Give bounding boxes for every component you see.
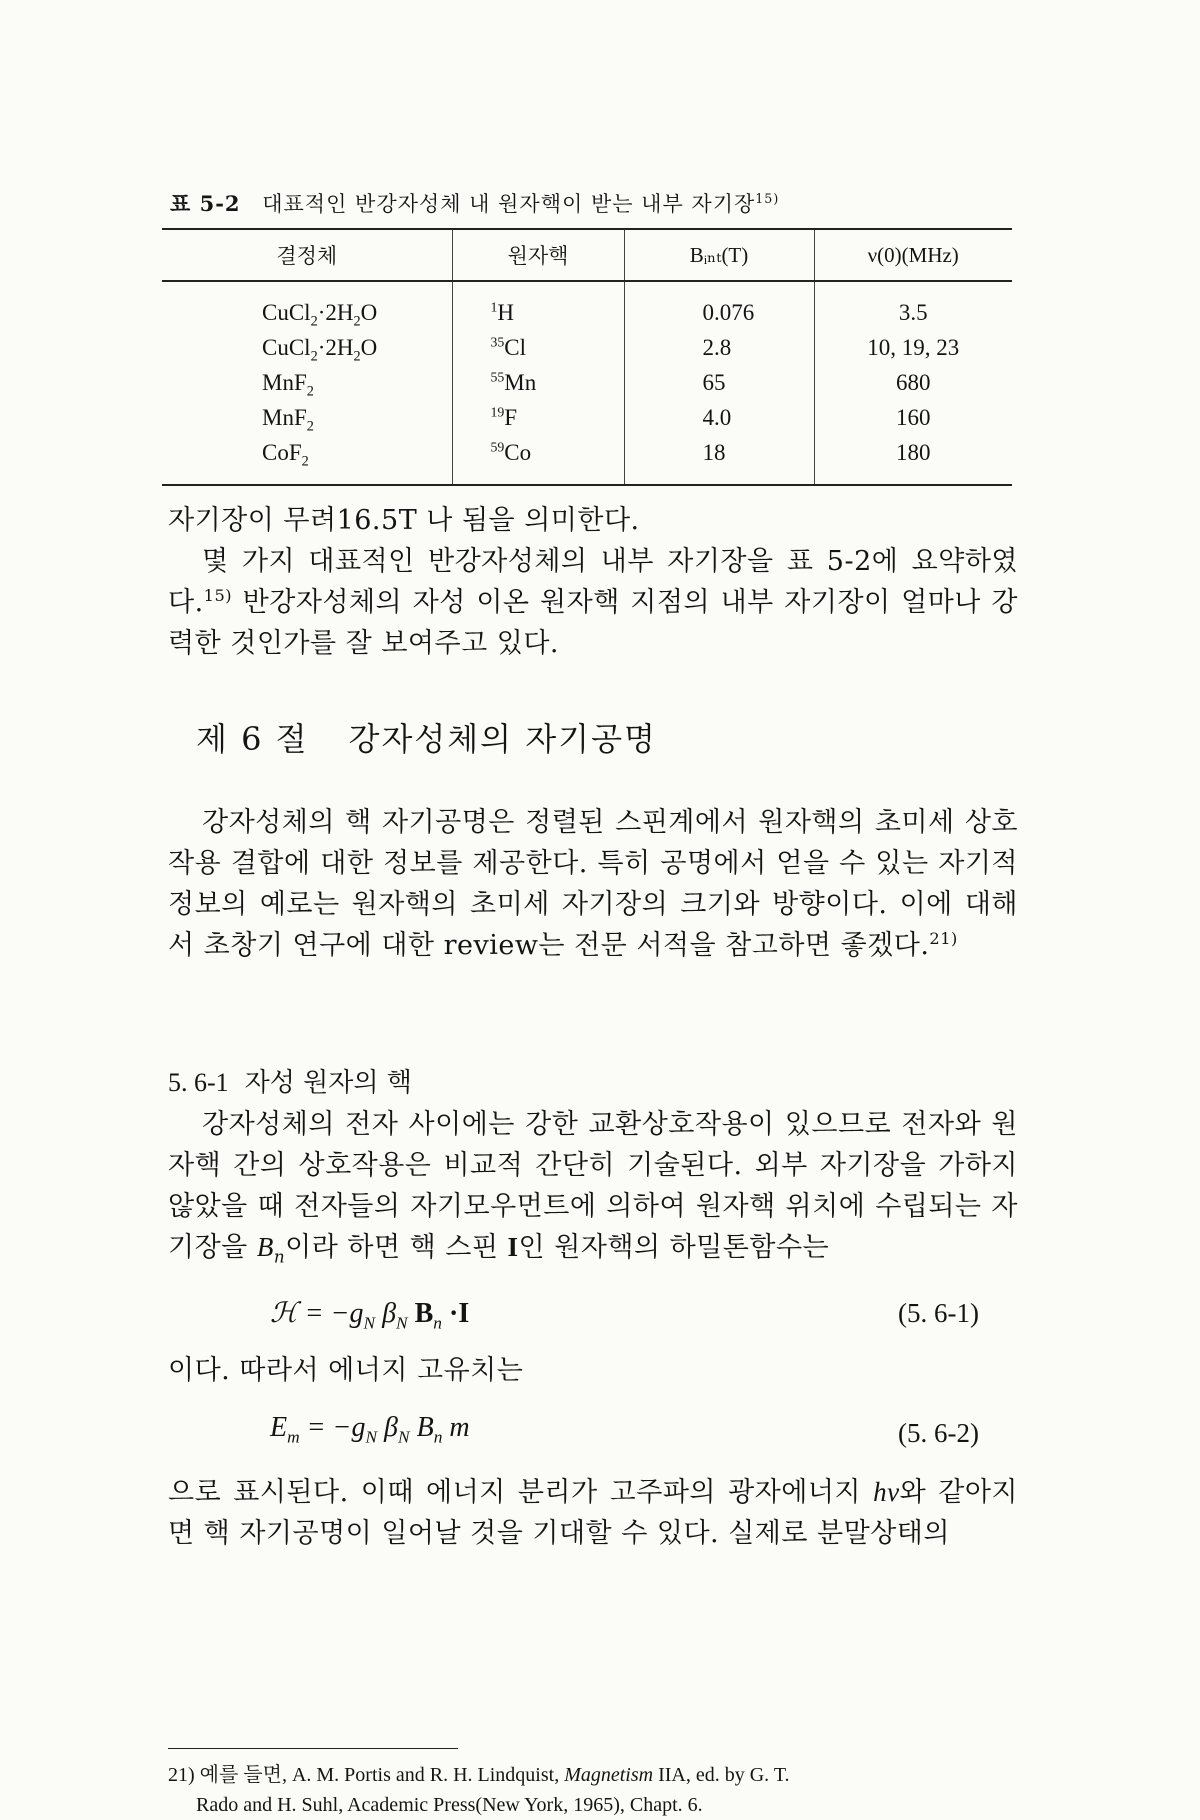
- subsection-title: [168, 1062, 412, 1099]
- paragraph-6: 으로 표시된다. 이때 에너지 분리가 고주파의 광자에너지 hν와 같아지면 핵 자기공명이 일어날 것을 기대할 수 있다. 실제로 분말상태의: [168, 1477, 1018, 1549]
- equation-number-2: (5. 6-2): [898, 1418, 979, 1448]
- cell-field: 0.076: [624, 281, 814, 328]
- cell-frequency: 160: [814, 398, 1012, 433]
- table-row: [162, 363, 1012, 398]
- cell-nucleus: $^{35}$Cl: [452, 328, 624, 363]
- paragraph-1: 자기장이 무려16.5T 나 됨을 의미한다.: [168, 505, 640, 536]
- footnote-ref-15: 15): [203, 586, 233, 605]
- header-crystal: 결정체: [162, 229, 452, 281]
- section-title: [196, 714, 657, 760]
- cell-field: 4.0: [624, 398, 814, 433]
- cell-field: 65: [624, 363, 814, 398]
- cell-nucleus: $^{55}$Mn: [452, 363, 624, 398]
- subsection-number: 5. 6-1: [168, 1068, 229, 1097]
- table-caption-ref: 15): [755, 191, 780, 206]
- cell-frequency: 3.5: [814, 281, 1012, 328]
- cell-nucleus: $^{59}$Co: [452, 433, 624, 485]
- equation-5-6-1: ℋ = $-g_N$ $\beta_N$ $B_n \cdot I$: [270, 1298, 470, 1333]
- cell-crystal: MnF$_2$: [262, 370, 314, 400]
- table-row: [162, 433, 1012, 485]
- footnote-number: 21): [168, 1764, 195, 1786]
- header-field: Bᵢₙₜ(T): [624, 229, 814, 281]
- header-nucleus: 원자핵: [452, 229, 624, 281]
- cell-frequency: 10, 19, 23: [814, 328, 1012, 363]
- cell-crystal: CoF$_2$: [162, 433, 452, 485]
- table-caption: [170, 188, 779, 218]
- cell-frequency: 180: [814, 433, 1012, 485]
- paragraph-3: 강자성체의 핵 자기공명은 정렬된 스핀계에서 원자핵의 초미세 상호작용 결합에 대한 정보를 제공한다. 특히 공명에서 얻을 수 있는 자기적 정보의 예로는 원자핵의 초미세 자기장의 크기와 방향이다. 이에 대해서 초창기 연구에 대한 review는 전문 서적을 참고하면 좋겠다.$^{21)}$: [168, 807, 1018, 961]
- equation-5-6-2: $E_m = -g_N$ $\beta_N$ $B_n$ m: [270, 1412, 470, 1447]
- paragraph-4: 강자성체의 전자 사이에는 강한 교환상호작용이 있으므로 전자와 원자핵 간의 상호작용은 비교적 간단히 기술된다. 외부 자기장을 가하지 않았을 때 전자들의 자기모우먼트에 의하여 원자핵 위치에 수립되는 자기장을 $B_n$이라 하면 핵 스핀 I인 원자핵의 하밀톤함수는: [168, 1109, 1018, 1267]
- table-row: [162, 281, 1012, 328]
- section-number: 제 6 절: [196, 720, 309, 758]
- cell-field: 2.8: [624, 328, 814, 363]
- paragraph-5: 이다. 따라서 에너지 고유치는: [168, 1355, 524, 1386]
- cell-nucleus: $^{19}$F: [452, 398, 624, 433]
- subsection-heading: 자성 원자의 핵: [244, 1068, 412, 1098]
- table-header-row: [162, 229, 1012, 281]
- internal-field-table: [162, 228, 1012, 486]
- cell-crystal: MnF$_2$: [262, 405, 314, 435]
- cell-crystal: $CuCl_2\cdot 2H_2O$: [262, 335, 378, 365]
- table-caption-text: 대표적인 반강자성체 내 원자핵이 받는 내부 자기장: [262, 192, 756, 216]
- cell-field: 18: [624, 433, 814, 485]
- section-heading: 강자성체의 자기공명: [348, 720, 657, 758]
- footnote-divider: [168, 1748, 458, 1749]
- table-row: [162, 328, 1012, 363]
- footnote-ref-21: 21): [929, 929, 958, 948]
- cell-nucleus: $^1$H: [452, 281, 624, 328]
- table-caption-label: 표 5-2: [170, 191, 241, 216]
- paragraph-2: 몇 가지 대표적인 반강자성체의 내부 자기장을 표 5-2에 요약하였다.$^{15)}$ 반강자성체의 자성 이온 원자핵 지점의 내부 자기장이 얼마나 강력한 것인가를 잘 보여주고 있다.: [168, 546, 1018, 659]
- equation-number-1: (5. 6-1): [898, 1298, 979, 1328]
- footnote-21: 21) 예를 들면, A. M. Portis and R. H. Lindquist, Magnetism IIA, ed. by G. T. Rado and H. Suhl, Academic Press(New York, 1965), Chapt. 6.: [168, 1764, 790, 1816]
- header-frequency: ν(0)(MHz): [814, 229, 1012, 281]
- cell-crystal: $CuCl_2\cdot 2H_2O$: [262, 300, 378, 330]
- cell-frequency: 680: [814, 363, 1012, 398]
- table-row: [162, 398, 1012, 433]
